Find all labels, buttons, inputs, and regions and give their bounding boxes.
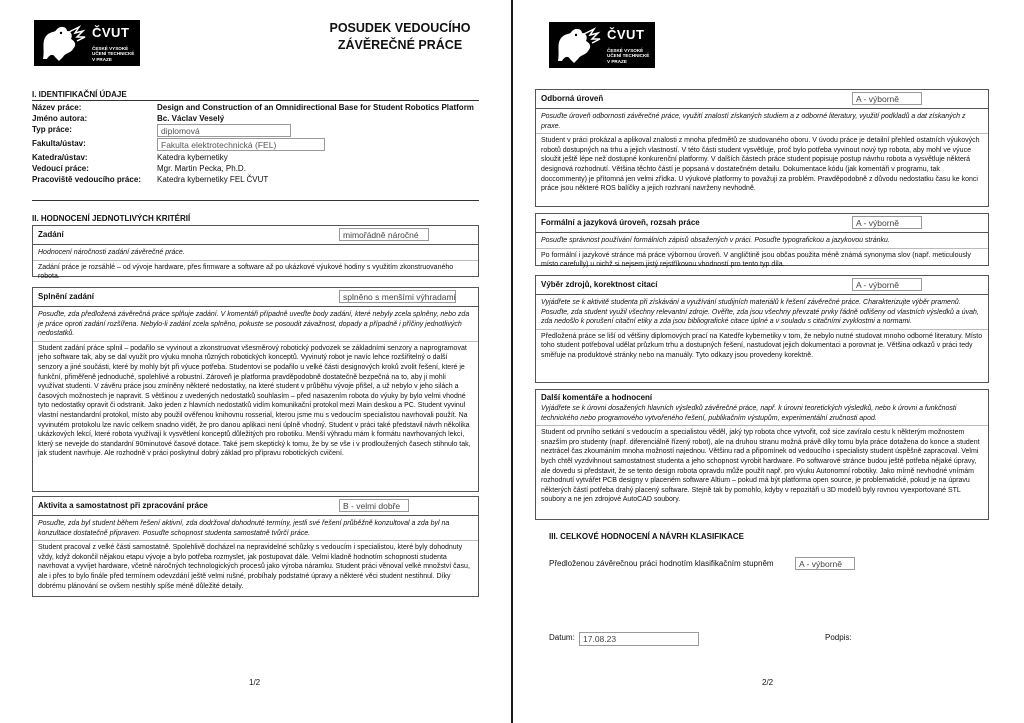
logo-name: ČVUT [92, 25, 130, 40]
expertise-grade-field[interactable]: A - výborně [852, 92, 922, 105]
criterion-instruction: Posuďte správnost používání formálních zápisů obsažených v práci. Posuďte typografickou a jazykovou stránku. [536, 233, 988, 249]
criterion-instruction: Posuďte úroveň odbornosti závěrečné práce, využití znalostí získaných studiem a z odborné literatury, využití podkladů a dat získaných z praxe. [536, 109, 988, 134]
author-name: Bc. Václav Veselý [157, 114, 225, 123]
sources-grade-field[interactable]: A - výborně [852, 278, 922, 291]
activity-grade-field[interactable]: B - velmi dobře [339, 499, 409, 512]
identification-table [32, 102, 479, 185]
criterion-instruction: Vyjádřete se k aktivitě studenta při získávání a využívání studijních materiálů k řešení závěrečné práce. Charakterizujte výběr pramenů. Posuďte, zda student využil všechny relevantní zdroje. Ověřte, zda jsou všechny převzaté prvky řádně odlišeny od vlastních výsledků a úvah, zda nedošlo k porušení citační etiky a zda jsou bibliografické citace úplné a v souladu s citačními zvyklostmi a normami. [536, 295, 988, 330]
overall-text: Předloženou závěrečnou práci hodnotím klasifikačním stupněm [549, 559, 774, 568]
page-1 [0, 0, 511, 723]
criterion-comment: Zadání práce je rozsáhlé – od vývoje hardware, přes firmware a software až po ukázkové výukové hodiny s využitím zkonstruovaného robota. [38, 263, 454, 281]
divider [32, 200, 479, 201]
criterion-comment: Student od prvního setkání s vedoucím a specialistou věděl, jaký typ robota chce vytvořit, což sice zavíralo cestu k některým možnostem snazším pro studenty (např. diferenciálně řízený robot), ale na druhou stranu možná právě díky tomu byla práce dotažena do konce a student neztrácel čas zkoumáním mnoha možností najednou. Většinu rad a připomínek od vedoucího i specialisty student úspěšně zapracoval. Velmi bych chtěl vyzdvihnout samostatnost studenta a jeho schopnost vyrobit hardware. Po softwarové stránce budou ještě potřeba nějaké úpravy, ale dovedu si představit, že se tento design robota opravdu může použít např. pro výuku Autonomní robotiky. Jako mírně nevhodné vnímám rozhodnutí vytvářet PCB designy v placeném software Altium – pokud má být platforma open source, je problematické, pokud je na úpravu některých částí potřeba drahý placený software. Stejně tak by pomohlo, kdyby v repozitáři u 3D modelů byly rovnou vyexportované STL soubory a ne jen zdrojové AutoCAD soubory. [541, 429, 980, 504]
section-criteria-heading: II. HODNOCENÍ JEDNOTLIVÝCH KRITÉRIÍ [32, 214, 191, 223]
criterion-sources [535, 275, 989, 383]
criterion-title: Zadání [38, 230, 64, 239]
criterion-activity [32, 496, 479, 597]
date-label: Datum: [549, 633, 575, 642]
faculty-field[interactable]: Fakulta elektrotechnická (FEL) [157, 138, 325, 151]
lion-emblem-icon [37, 23, 89, 63]
cvut-logo [34, 20, 140, 66]
logo-subtitle: ČESKÉ VYSOKÉ UČENÍ TECHNICKÉ V PRAZE [607, 48, 650, 64]
criterion-title: Odborná úroveň [541, 94, 604, 103]
criterion-comment: Předložená práce se liší od většiny diplomových prací na Katedře kybernetiky v tom, že nebylo nutné studovat mnoho odborné literatury. Místo toho student potřeboval udělat průzkum trhu a dostupných řešení, nastudovat jejich dokumentaci a porovnat je. Většina odkazů v práci tedy směřuje na produktové stránky nebo na manuály. Tyto odkazy jsou provedeny korektně. [541, 332, 983, 359]
criterion-comment: Student v práci prokázal a aplikoval znalosti z mnoha předmětů ze studovaného oboru. V úvodu práce je detailní přehled ostatních výukových robotů dostupných na trhu a jejich vlastností. V této části student vysvětluje, proč bylo potřeba vyvinout nový typ robota, aby mohl ve výuce sloužit ještě lépe než dostupné konkurenční platformy. V dalších částech práce student popisuje postup návrhu robota a vysvětluje některá designová rozhodnutí. Většina těchto částí je popsaná v dostatečném detailu. Dokumentace kódu (jak komentáři v programu, tak doccommenty) je přítomná jen velmi zřídka. U výukové platformy to považuji za problém. Pravděpodobně z důvodu nedostatku času ke konci práce jsou některé ROS balíčky a jejich rozhraní navrženy nevhodně. [541, 137, 980, 193]
criterion-title: Formální a jazyková úroveň, rozsah práce [541, 218, 700, 227]
id-row-author: Jméno autora: Bc. Václav Veselý [32, 113, 479, 124]
thesis-title: Design and Construction of an Omnidirectional Base for Student Robotics Platform [157, 103, 474, 112]
department: Katedra kybernetiky [157, 153, 228, 162]
divider [32, 100, 479, 101]
id-row-supervisor: Vedoucí práce: Mgr. Martin Pecka, Ph.D. [32, 163, 479, 174]
document-title: POSUDEK VEDOUCÍHO ZÁVĚREČNÉ PRÁCE [329, 21, 471, 52]
criterion-title: Splnění zadání [38, 292, 95, 301]
lion-emblem-icon [552, 25, 604, 65]
criterion-comment: Student zadání práce splnil – podařilo se vyvinout a zkonstruovat všesměrový robotický podvozek se základními senzory a naprogramovat jeho software tak, aby se dal využít pro výuku mnoha různých robotických konceptů. Vyvinutý robot je navíc lehce rozšiřitelný o další senzory a jiné součásti, které by mohly být při výuce potřeba. Studentovi se podařilo u velké části designových kroků zvolit řešení, které je funkční, přiměřeně jednoduché, spolehlivé a robustní. Zároveň je platforma pravděpodobně dostatečně bezpečná na to, aby ji mohli využívat studenti. V závěru práce jsou zmíněny některé nedostatky, na které student v průběhu vývoje přišel, a už nebylo v jeho silách a časových možnostech je napravit. S většinou z uvedených nedostatků souhlasím – před nasazením robota do výuky by bylo velmi vhodné tyto nedostatky opravit či odstranit. Jako jeden z hlavních nedostatků vidím komunikační protokol mezi Main deskou a PC. Student vyvinul vlastní nestandardní protokol, místo aby použil ověřenou knihovnu rosserial, kterou jsme mu s vedoucím specialistou navrhovali použít. Na vyvinutém protokolu lze navíc celkem snadno vidět, že pro danou aplikaci není úplně vhodný. Student v práci také představil návrh několika ukázkových lekcí, které robota využívají k vysvětlení konceptů důležitých pro robotiku. Menší výhradu mám k formátu navrhovaných lekcí, který se nevejde do standardní 90minutové časové dotace. Také jsem skeptický k tomu, že by se vše i v prodloužených časech stihnulo tak, jak student navrhuje. Ale rozhodně v práci poskytnul dobrý základ pro přípravu robotických cvičení. [38, 344, 471, 458]
id-row-faculty: Fakulta/ústav: Fakulta elektrotechnická (FEL) [32, 138, 479, 152]
id-row-type: Typ práce: diplomová [32, 124, 479, 137]
supervisor-name: Mgr. Martin Pecka, Ph.D. [157, 164, 246, 173]
criterion-instruction: Posuďte, zda předložená závěrečná práce splňuje zadání. V komentáři případně uveďte body zadání, které nebyly zcela splněny, nebo zda je práce oproti zadání rozšířena. Nebylo-li zadání zcela splněno, pokuste se posoudit závažnost, dopady a případně i příčiny jednotlivých nedostatků. [33, 307, 478, 342]
criterion-further-comments [535, 389, 989, 520]
section-overall-heading: III. CELKOVÉ HODNOCENÍ A NÁVRH KLASIFIKACE [549, 532, 744, 541]
criterion-title: Výběr zdrojů, korektnost citací [541, 280, 658, 289]
id-row-title: Název práce: Design and Construction of an Omnidirectional Base for Student Robotics Platform [32, 102, 479, 113]
criterion-title: Další komentáře a hodnocení [541, 393, 653, 402]
criterion-title: Aktivita a samostatnost při zpracování práce [38, 501, 208, 510]
overall-grade-field[interactable]: A - výborně [795, 557, 855, 570]
formal-grade-field[interactable]: A - výborně [852, 216, 922, 229]
criterion-instruction: Vyjádřete se k úrovni dosažených hlavních výsledků závěrečné práce, např. k úrovni teoretických výsledků, nebo k úrovni a funkčnosti technického nebo programového vytvořeného řešení, publikačním výstupům, experimentální zručnosti apod. [536, 404, 988, 426]
fulfillment-grade-field[interactable]: splněno s menšími výhradami [339, 290, 456, 303]
page-number: 2/2 [762, 678, 774, 687]
id-row-dept: Katedra/ústav: Katedra kybernetiky [32, 152, 479, 163]
criterion-formal [535, 213, 989, 269]
cvut-logo [549, 22, 655, 68]
criterion-instruction: Posuďte, zda byl student během řešení aktivní, zda dodržoval dohodnuté termíny, jestli své řešení průběžně konzultoval a zda byl na konzultace dostatečně připraven. Posuďte schopnost studenta samostatně tvůrčí práce. [33, 516, 478, 541]
page-number: 1/2 [249, 678, 261, 687]
criterion-comment: Student pracoval z velké části samostatně. Spolehlivě docházel na nepravidelné schůzky s vedoucím i specialistou, které byly dohodnuty vždy, když dokončil nějakou etapu vývoje a bylo potřeba rozmyslet, jak postupovat dále. Velmi kladně hodnotím schopnosti studenta navrhovat a vyvíjet hardware, včetně náročných technologických procesů jako výroba náramku. Student práci věnoval velké množství času, ale i přes to bylo finále před termínem odevzdání ještě velmi rušné, probíhaly podstatné úpravy a některé věci student nestihnul. Díky dobrému plánování se ovšem nestihly spíše méně důležité detaily. [38, 544, 470, 590]
logo-name: ČVUT [607, 27, 645, 42]
assignment-grade-field[interactable]: mimořádně náročné [339, 228, 429, 241]
date-field[interactable]: 17.08.23 [579, 632, 699, 646]
page-2 [513, 0, 1024, 723]
supervisor-workplace: Katedra kybernetiky FEL ČVUT [157, 175, 269, 184]
criterion-comment: Po formální i jazykové stránce má práce výbornou úroveň. V angličtině jsou občas použita méně známá synonyma slov (např. meticulously místo carefully) u nichž si nejsem jistý rejstříkovou vhodností pro tento typ díla. [541, 251, 971, 269]
id-row-workplace: Pracoviště vedoucího práce: Katedra kybernetiky FEL ČVUT [32, 174, 479, 185]
section-identification-heading: I. IDENTIFIKAČNÍ ÚDAJE [32, 90, 127, 99]
thesis-type-field[interactable]: diplomová [157, 124, 291, 137]
criterion-fulfillment [32, 287, 479, 492]
signature-label: Podpis: [825, 633, 852, 642]
criterion-assignment [32, 225, 479, 281]
logo-subtitle: ČESKÉ VYSOKÉ UČENÍ TECHNICKÉ V PRAZE [92, 46, 135, 62]
criterion-expertise [535, 89, 989, 207]
criterion-instruction: Hodnocení náročnosti zadání závěrečné práce. [33, 245, 478, 261]
